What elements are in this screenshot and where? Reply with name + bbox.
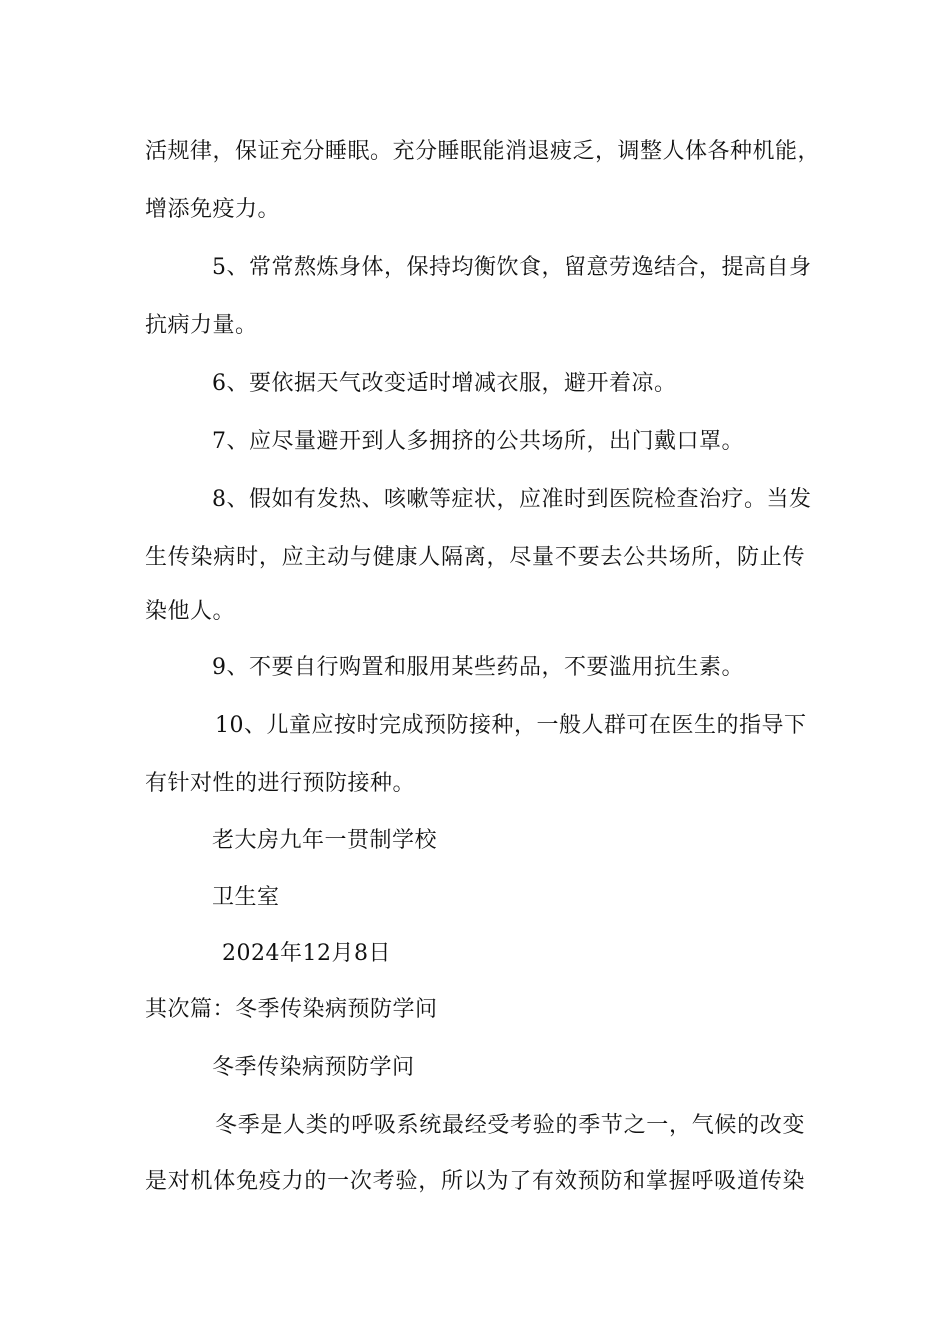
item-8-line-2: 生传染病时，应主动与健康人隔离，尽量不要去公共场所，防止传 [145, 545, 805, 570]
paragraph-line-1: 活规律，保证充分睡眠。充分睡眠能消退疲乏，调整人体各种机能， [145, 139, 821, 164]
department-name: 卫生室 [212, 885, 280, 910]
section-title: 冬季传染病预防学问 [212, 1055, 415, 1080]
item-10-line-2: 有针对性的进行预防接种。 [145, 771, 416, 796]
document-date: 2024年12月8日 [222, 941, 391, 966]
item-5-line-1: 5、常常熬炼身体，保持均衡饮食，留意劳逸结合，提高自身 [212, 255, 812, 280]
item-8-line-1: 8、假如有发热、咳嗽等症状，应准时到医院检查治疗。当发 [212, 487, 812, 512]
intro-line-2: 是对机体免疫力的一次考验，所以为了有效预防和掌握呼吸道传染 [145, 1169, 805, 1194]
item-7: 7、应尽量避开到人多拥挤的公共场所，出门戴口罩。 [212, 429, 744, 454]
paragraph-line-2: 增添免疫力。 [145, 197, 281, 222]
item-8-line-3: 染他人。 [145, 599, 236, 624]
item-5-line-2: 抗病力量。 [145, 313, 258, 338]
item-9: 9、不要自行购置和服用某些药品，不要滥用抗生素。 [212, 655, 744, 680]
intro-line-1: 冬季是人类的呼吸系统最经受考验的季节之一，气候的改变 [215, 1113, 805, 1138]
item-10-line-1: 10、儿童应按时完成预防接种，一般人群可在医生的指导下 [215, 713, 807, 738]
section-heading: 其次篇：冬季传染病预防学问 [145, 997, 438, 1022]
item-6: 6、要依据天气改变适时增减衣服，避开着凉。 [212, 371, 677, 396]
school-name: 老大房九年一贯制学校 [212, 828, 438, 853]
